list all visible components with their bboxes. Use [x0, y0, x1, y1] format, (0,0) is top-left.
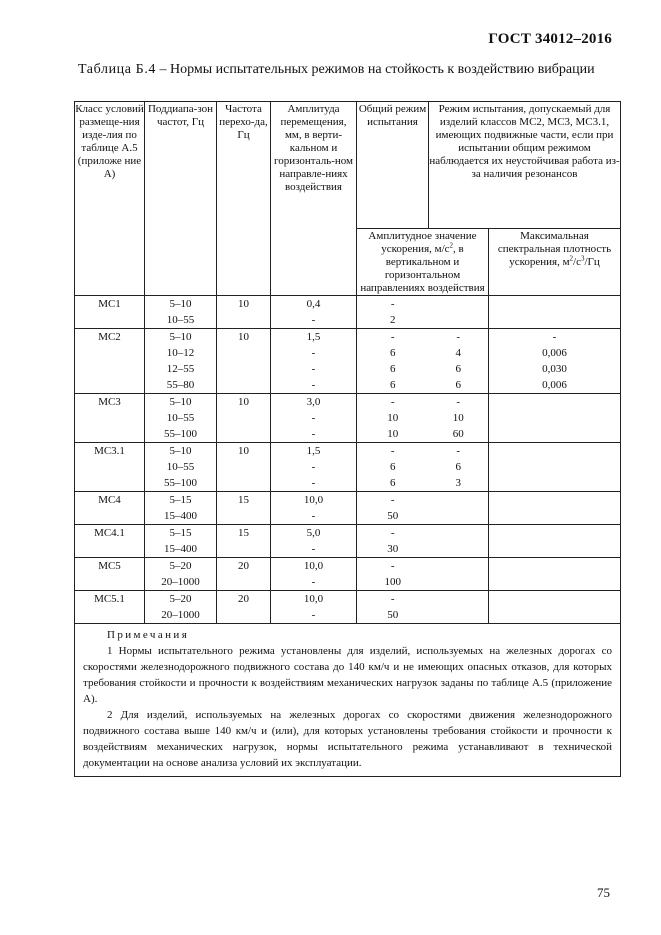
class-cell	[75, 558, 145, 591]
psd-cell-value	[489, 410, 620, 426]
class-cell	[75, 525, 145, 558]
general-cell	[357, 329, 429, 394]
accel-cell	[429, 525, 489, 558]
accel-cell-value: -	[456, 396, 461, 408]
transition-cell	[217, 591, 271, 624]
psd-cell-value	[489, 475, 620, 491]
general-cell-value: 30	[387, 543, 399, 555]
header-class: Класс условий размеще-ния изде-лия по таблице А.5 (приложе ние А)	[75, 102, 145, 296]
psd-cell	[489, 443, 621, 492]
transition-cell-value: 15	[238, 527, 249, 539]
transition-cell	[217, 525, 271, 558]
general-cell-value: -	[390, 331, 395, 343]
psd-cell-value	[489, 558, 620, 574]
general-cell-value: 6	[390, 461, 396, 473]
amplitude-cell	[271, 525, 357, 558]
psd-cell	[489, 296, 621, 329]
subrange-cell-value: 12–55	[166, 363, 195, 375]
general-cell-value: 2	[390, 314, 396, 326]
accel-cell	[429, 329, 489, 394]
amplitude-cell-value: -	[311, 510, 316, 522]
amplitude-cell-value: -	[311, 314, 316, 326]
subrange-cell-value: 15–400	[164, 543, 197, 555]
transition-cell	[217, 443, 271, 492]
subrange-cell-value: 5–10	[169, 331, 192, 343]
class-cell	[75, 443, 145, 492]
psd-cell	[489, 394, 621, 443]
transition-cell-value: 10	[238, 331, 249, 343]
amplitude-cell-value: -	[311, 477, 316, 489]
amplitude-cell	[271, 296, 357, 329]
accel-cell-value	[429, 558, 489, 574]
psd-cell-value	[489, 443, 620, 459]
general-cell-value: 6	[390, 347, 396, 359]
amplitude-cell-value: -	[311, 363, 316, 375]
subrange-cell	[145, 525, 217, 558]
note-item: 1 Нормы испытательного режима установлены для изделий, используемых на железных дорогах со скоростями железнодорожного подвижного состава до 140 км/ч и не имеющих опасных отказов, для которых требования стойкости и прочности к воздействиям механических нагрузок заданы по таблице А.5 (приложение А).	[83, 645, 613, 705]
amplitude-cell-value: -	[311, 428, 316, 440]
amplitude-cell-value: 1,5	[306, 445, 321, 457]
subrange-cell	[145, 591, 217, 624]
psd-cell-value: -	[552, 331, 557, 343]
accel-cell	[429, 296, 489, 329]
subrange-cell-value: 10–55	[166, 314, 195, 326]
psd-cell-value	[489, 541, 620, 557]
amplitude-cell-value: 3,0	[306, 396, 321, 408]
accel-cell-value	[429, 541, 489, 557]
accel-cell-value	[429, 591, 489, 607]
general-cell-value: 10	[387, 428, 399, 440]
subrange-cell-value: 5–20	[169, 593, 192, 605]
subrange-cell-value: 20–1000	[161, 576, 200, 588]
transition-cell	[217, 296, 271, 329]
transition-cell	[217, 492, 271, 525]
transition-cell-value: 10	[238, 298, 249, 310]
general-cell-value: 50	[387, 609, 399, 621]
subrange-cell	[145, 443, 217, 492]
amplitude-cell-value: 10,0	[303, 494, 324, 506]
class-cell	[75, 591, 145, 624]
table-body	[75, 296, 621, 624]
general-cell-value: -	[390, 396, 395, 408]
general-cell	[357, 558, 429, 591]
class-cell-value: МС5	[98, 560, 121, 572]
header-general: Общий режим испытания	[357, 102, 429, 229]
subrange-cell-value: 10–12	[166, 347, 195, 359]
psd-cell	[489, 591, 621, 624]
accel-cell-value	[429, 296, 489, 312]
accel-cell-value: 3	[455, 477, 461, 489]
accel-cell-value	[429, 492, 489, 508]
table-row	[75, 558, 621, 591]
accel-cell-value: 60	[452, 428, 464, 440]
class-cell-value: МС4.1	[94, 527, 125, 539]
general-cell-value: -	[390, 494, 395, 506]
header-accel-amplitude: Амплитудное значение ускорения, $м/с^2$, в вертикальном и горизонтальном направлениях воздействия	[357, 229, 489, 296]
psd-cell	[489, 525, 621, 558]
norms-table-wrap	[74, 101, 620, 777]
general-cell-value: -	[390, 445, 395, 457]
accel-cell-value: 6	[455, 363, 461, 375]
table-row	[75, 296, 621, 329]
class-cell-value: МС2	[98, 331, 121, 343]
psd-cell	[489, 329, 621, 394]
general-cell-value: 6	[390, 477, 396, 489]
header-psd: Максимальная спектральная плотность ускорения, $м^2/с^3/Гц$	[489, 229, 621, 296]
general-cell	[357, 492, 429, 525]
header-mode-group: Режим испытания, допускаемый для изделий классов МС2, МС3, МС3.1, имеющих подвижные части, если при испытании общим режимом наблюдается их неустойчивая работа из-за наличия резонансов	[429, 102, 621, 229]
general-cell-value: -	[390, 527, 395, 539]
amplitude-cell-value: -	[311, 379, 316, 391]
psd-cell-value	[489, 312, 620, 328]
transition-cell-value: 20	[238, 560, 249, 572]
amplitude-cell-value: -	[311, 412, 316, 424]
subrange-cell-value: 10–55	[166, 412, 195, 424]
transition-cell-value: 20	[238, 593, 249, 605]
class-cell	[75, 329, 145, 394]
accel-cell	[429, 443, 489, 492]
psd-cell-value: 0,006	[542, 347, 567, 359]
amplitude-cell	[271, 591, 357, 624]
page-number: 75	[597, 885, 610, 900]
transition-cell	[217, 329, 271, 394]
table-row	[75, 443, 621, 492]
table-caption-number: Таблица Б.4	[78, 62, 157, 77]
general-cell	[357, 443, 429, 492]
transition-cell	[217, 558, 271, 591]
accel-cell-value: 6	[455, 379, 461, 391]
accel-cell-value: 10	[452, 412, 464, 424]
amplitude-cell-value: 10,0	[303, 560, 324, 572]
subrange-cell-value: 5–20	[169, 560, 192, 572]
subrange-cell-value: 5–10	[169, 445, 192, 457]
general-cell-value: -	[390, 560, 395, 572]
accel-cell-value	[429, 574, 489, 590]
amplitude-cell	[271, 558, 357, 591]
psd-cell-value	[489, 525, 620, 541]
psd-cell-value: 0,030	[542, 363, 567, 375]
accel-cell	[429, 591, 489, 624]
amplitude-cell-value: -	[311, 543, 316, 555]
subrange-cell-value: 20–1000	[161, 609, 200, 621]
accel-cell-value	[429, 525, 489, 541]
subrange-cell	[145, 492, 217, 525]
amplitude-cell-value: -	[311, 609, 316, 621]
table-row	[75, 492, 621, 525]
subrange-cell-value: 55–100	[164, 428, 197, 440]
psd-cell-value	[489, 574, 620, 590]
accel-cell-value	[429, 508, 489, 524]
general-cell	[357, 525, 429, 558]
accel-cell-value: 4	[455, 347, 461, 359]
psd-cell-value	[489, 508, 620, 524]
table-row	[75, 591, 621, 624]
subrange-cell	[145, 329, 217, 394]
amplitude-cell-value: -	[311, 347, 316, 359]
general-cell	[357, 394, 429, 443]
psd-cell-value	[489, 394, 620, 410]
header-transition: Частота перехо-да, Гц	[217, 102, 271, 296]
amplitude-cell-value: 10,0	[303, 593, 324, 605]
general-cell-value: -	[390, 298, 395, 310]
notes-block	[75, 624, 621, 777]
class-cell	[75, 394, 145, 443]
subrange-cell-value: 10–55	[166, 461, 195, 473]
table-caption	[78, 62, 610, 77]
psd-cell	[489, 558, 621, 591]
amplitude-cell-value: -	[311, 461, 316, 473]
subrange-cell	[145, 558, 217, 591]
norms-table	[74, 101, 621, 777]
psd-cell-value	[489, 426, 620, 442]
general-cell	[357, 591, 429, 624]
amplitude-cell-value: 1,5	[306, 331, 321, 343]
general-cell	[357, 296, 429, 329]
general-cell-value: 10	[387, 412, 399, 424]
class-cell-value: МС5.1	[94, 593, 125, 605]
psd-cell-value	[489, 459, 620, 475]
class-cell-value: МС4	[98, 494, 121, 506]
transition-cell-value: 10	[238, 396, 249, 408]
accel-cell	[429, 558, 489, 591]
header-amplitude: Амплитуда перемещения, мм, в верти-кальном и горизонталь-ном направле-ниях воздействия	[271, 102, 357, 296]
general-cell-value: 6	[390, 379, 396, 391]
subrange-cell-value: 5–15	[169, 494, 192, 506]
general-cell-value: 6	[390, 363, 396, 375]
class-cell	[75, 296, 145, 329]
subrange-cell-value: 55–100	[164, 477, 197, 489]
class-cell	[75, 492, 145, 525]
psd-cell-value	[489, 607, 620, 623]
table-row	[75, 329, 621, 394]
subrange-cell-value: 5–15	[169, 527, 192, 539]
accel-cell-value: -	[456, 331, 461, 343]
accel-cell-value: -	[456, 445, 461, 457]
subrange-cell-value: 5–10	[169, 298, 192, 310]
notes-title: Примечания	[107, 629, 190, 641]
note-item: 2 Для изделий, используемых на железных дорогах со скоростями движения железнодорожного подвижного состава выше 140 км/ч и (или), для которых установлены требования стойкости и прочности к воздействиям механических нагрузок, нормы испытательного режима устанавливают в технической документации на основе анализа условий их эксплуатации.	[83, 709, 613, 769]
table-row	[75, 394, 621, 443]
general-cell-value: -	[390, 593, 395, 605]
amplitude-cell-value: 5,0	[306, 527, 321, 539]
class-cell-value: МС3.1	[94, 445, 125, 457]
table-row	[75, 525, 621, 558]
general-cell-value: 100	[384, 576, 401, 588]
accel-cell	[429, 394, 489, 443]
amplitude-cell-value: 0,4	[306, 298, 321, 310]
class-cell-value: МС1	[98, 298, 121, 310]
transition-cell	[217, 394, 271, 443]
subrange-cell-value: 55–80	[166, 379, 195, 391]
subrange-cell-value: 5–10	[169, 396, 192, 408]
class-cell-value: МС3	[98, 396, 121, 408]
amplitude-cell	[271, 492, 357, 525]
general-cell-value: 50	[387, 510, 399, 522]
psd-cell	[489, 492, 621, 525]
header-subrange: Поддиапа-зон частот, Гц	[145, 102, 217, 296]
amplitude-cell	[271, 394, 357, 443]
accel-cell-value: 6	[455, 461, 461, 473]
amplitude-cell	[271, 329, 357, 394]
psd-cell-value	[489, 591, 620, 607]
amplitude-cell-value: -	[311, 576, 316, 588]
document-code: ГОСТ 34012–2016	[488, 31, 612, 47]
amplitude-cell	[271, 443, 357, 492]
accel-cell	[429, 492, 489, 525]
table-caption-text: – Нормы испытательных режимов на стойкость к воздействию вибрации	[156, 62, 595, 77]
psd-cell-value	[489, 296, 620, 312]
psd-cell-value: 0,006	[542, 379, 567, 391]
psd-cell-value	[489, 492, 620, 508]
subrange-cell	[145, 296, 217, 329]
subrange-cell	[145, 394, 217, 443]
subrange-cell-value: 15–400	[164, 510, 197, 522]
transition-cell-value: 15	[238, 494, 249, 506]
accel-cell-value	[429, 312, 489, 328]
accel-cell-value	[429, 607, 489, 623]
transition-cell-value: 10	[238, 445, 249, 457]
